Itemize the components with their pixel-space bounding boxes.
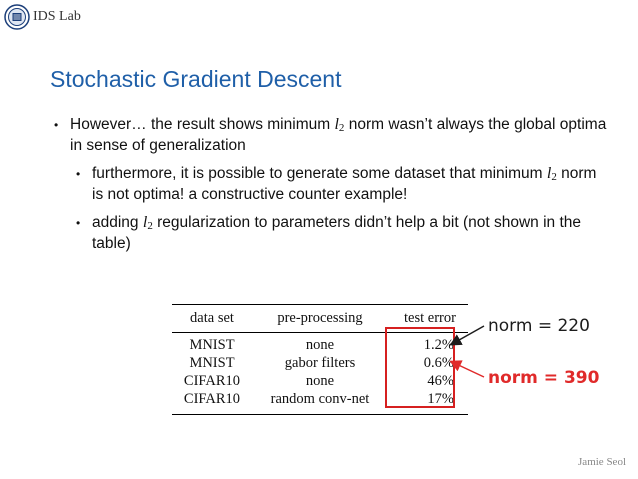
norm-annotation-second: norm = 390 [488,368,600,388]
arrow-to-first-norm [452,326,484,344]
cell-test-error: 17% [427,391,454,407]
math-subscript: 2 [147,220,153,232]
bullet-dot-icon: • [76,216,81,230]
author-footer: Jamie Seol [578,456,626,468]
cell-preprocessing: random conv-net [270,391,370,407]
cell-dataset: MNIST [189,337,235,353]
bullet-dot-icon: • [76,167,81,181]
bullet-text: adding [92,214,143,231]
bullet-text: regularization to parameters didn’t help a bit (not shown in the table) [92,214,582,252]
header-dataset: data set [190,310,234,326]
cell-test-error: 1.2% [423,337,454,353]
cell-test-error: 0.6% [423,355,454,371]
bullet-text: norm wasn’t always the global optima in sense of generalization [70,116,607,154]
cell-dataset: CIFAR10 [183,391,241,407]
cell-dataset: MNIST [189,355,235,371]
cell-preprocessing: gabor filters [284,355,356,371]
bullet-text: norm is not optima! a constructive counter example! [92,165,597,203]
cell-preprocessing: none [305,337,335,353]
header-test-error: test error [404,310,456,326]
bullet-text: furthermore, it is possible to generate some dataset that minimum [92,165,547,182]
bullet-dot-icon: • [54,118,59,132]
lab-name: IDS Lab [33,9,81,24]
cell-preprocessing: none [305,373,335,389]
math-subscript: 2 [551,171,557,183]
math-subscript: 2 [338,122,345,134]
header-preprocessing: pre-processing [277,310,363,326]
cell-dataset: CIFAR10 [183,373,241,389]
math-var: l [334,116,339,133]
math-var: l [142,214,148,231]
math-var: l [546,165,552,182]
norm-annotation-first: norm = 220 [488,316,590,336]
cell-test-error: 46% [427,373,454,389]
bullet-text: However… the result shows minimum [70,116,335,133]
arrow-to-second-norm [452,362,484,377]
slide-title: Stochastic Gradient Descent [50,66,342,92]
